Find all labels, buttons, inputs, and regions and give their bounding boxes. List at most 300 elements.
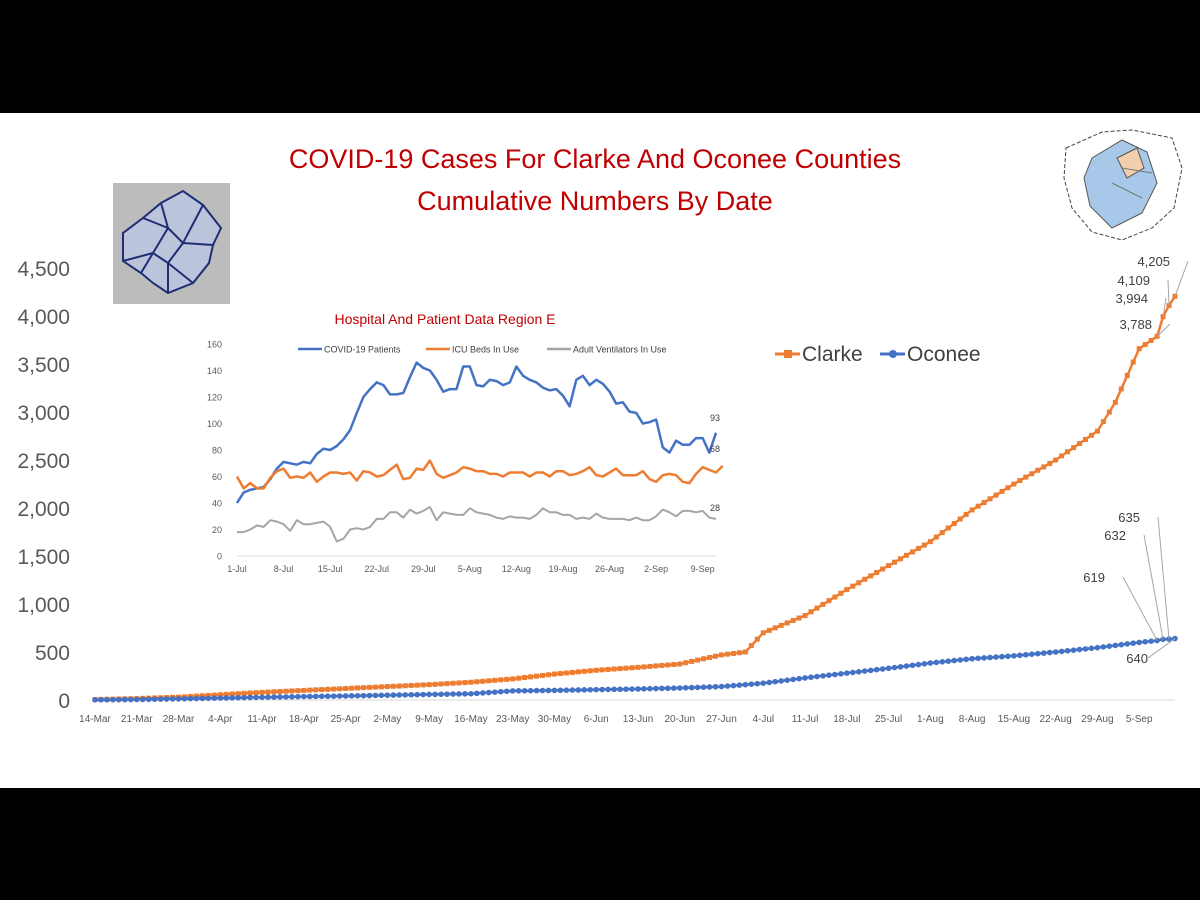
data-point-oconee xyxy=(349,693,355,699)
data-point-oconee xyxy=(164,696,170,702)
data-point-clarke xyxy=(767,628,772,633)
data-point-oconee xyxy=(665,685,671,691)
data-point-clarke xyxy=(1059,453,1064,458)
data-point-clarke xyxy=(361,685,366,690)
data-point-clarke xyxy=(451,681,456,686)
inset-y-tick-label: 40 xyxy=(211,498,222,509)
data-point-oconee xyxy=(719,684,725,690)
data-point-oconee xyxy=(474,691,480,697)
data-point-oconee xyxy=(808,674,814,680)
data-point-oconee xyxy=(253,695,259,701)
inset-series-2 xyxy=(237,503,720,542)
data-point-oconee xyxy=(146,697,152,703)
data-point-oconee xyxy=(1130,640,1136,646)
data-point-clarke xyxy=(1101,419,1106,424)
inset-x-tick-label: 29-Jul xyxy=(411,564,436,574)
data-point-clarke xyxy=(785,620,790,625)
data-point-oconee xyxy=(188,696,194,702)
data-point-oconee xyxy=(1113,643,1119,649)
x-tick-label: 5-Sep xyxy=(1125,714,1153,725)
data-point-oconee xyxy=(438,691,444,697)
data-point-oconee xyxy=(408,692,414,698)
data-point-clarke xyxy=(1143,342,1148,347)
y-tick-label: 3,000 xyxy=(17,402,70,425)
data-point-oconee xyxy=(832,672,838,678)
data-point-clarke xyxy=(928,539,933,544)
data-point-oconee xyxy=(731,683,737,689)
data-point-clarke xyxy=(534,674,539,679)
data-point-clarke xyxy=(797,615,802,620)
data-point-oconee xyxy=(504,688,510,694)
data-point-oconee xyxy=(289,694,295,700)
data-label-leader-line xyxy=(1144,535,1163,639)
inset-legend-item xyxy=(298,345,401,355)
data-point-clarke xyxy=(1017,478,1022,483)
x-tick-label: 2-May xyxy=(373,714,402,725)
data-point-clarke xyxy=(653,663,658,668)
y-tick-label: 0 xyxy=(58,690,70,713)
data-point-clarke xyxy=(695,658,700,663)
data-point-oconee xyxy=(283,694,289,700)
data-point-clarke xyxy=(886,563,891,568)
x-tick-label: 20-Jun xyxy=(664,714,696,725)
data-point-oconee xyxy=(152,696,158,702)
data-point-oconee xyxy=(331,693,337,699)
data-point-clarke xyxy=(934,535,939,540)
data-point-oconee xyxy=(110,697,116,703)
x-tick-label: 21-Mar xyxy=(120,714,153,725)
data-point-clarke xyxy=(1095,429,1100,434)
data-point-clarke xyxy=(719,652,724,657)
data-point-oconee xyxy=(1011,653,1017,659)
data-point-oconee xyxy=(689,685,695,691)
data-point-clarke xyxy=(809,609,814,614)
data-point-oconee xyxy=(247,695,253,701)
data-point-oconee xyxy=(1148,638,1154,644)
data-point-oconee xyxy=(414,692,420,698)
data-point-oconee xyxy=(981,655,987,661)
data-point-oconee xyxy=(928,660,934,666)
data-point-clarke xyxy=(707,655,712,660)
data-point-clarke xyxy=(1065,449,1070,454)
inset-chart-title: Hospital And Patient Data Region E xyxy=(334,311,556,327)
data-point-oconee xyxy=(945,658,951,664)
data-point-clarke xyxy=(283,689,288,694)
data-point-oconee xyxy=(599,687,605,693)
data-point-clarke xyxy=(337,686,342,691)
y-tick-label: 2,000 xyxy=(17,498,70,521)
data-point-clarke xyxy=(689,659,694,664)
data-point-oconee xyxy=(683,685,689,691)
data-point-clarke xyxy=(1077,441,1082,446)
data-point-clarke xyxy=(779,623,784,628)
data-point-clarke xyxy=(1083,437,1088,442)
data-point-oconee xyxy=(1107,643,1113,649)
data-point-oconee xyxy=(480,690,486,696)
data-point-clarke xyxy=(1011,482,1016,487)
data-point-oconee xyxy=(814,674,820,680)
data-point-oconee xyxy=(969,656,975,662)
data-point-clarke xyxy=(468,680,473,685)
data-point-clarke xyxy=(868,573,873,578)
data-point-oconee xyxy=(796,676,802,682)
data-point-clarke xyxy=(546,672,551,677)
data-point-oconee xyxy=(963,657,969,663)
data-point-oconee xyxy=(713,684,719,690)
data-point-clarke xyxy=(272,689,277,694)
inset-series-1 xyxy=(237,444,723,489)
data-point-oconee xyxy=(605,687,611,693)
x-tick-label: 14-Mar xyxy=(79,714,111,725)
data-point-clarke xyxy=(498,677,503,682)
inset-series-line xyxy=(237,461,723,489)
data-point-oconee xyxy=(558,687,564,693)
data-point-clarke xyxy=(832,595,837,600)
inset-x-tick-label: 12-Aug xyxy=(501,564,531,574)
data-point-clarke xyxy=(731,651,736,656)
x-tick-label: 29-Aug xyxy=(1081,714,1114,725)
data-point-clarke xyxy=(904,553,909,558)
data-point-clarke xyxy=(803,613,808,618)
data-point-clarke xyxy=(647,664,652,669)
data-point-oconee xyxy=(629,686,635,692)
data-point-clarke xyxy=(701,656,706,661)
x-tick-label: 6-Jun xyxy=(583,714,609,725)
data-point-oconee xyxy=(611,687,617,693)
data-label-clarke: 4,205 xyxy=(1137,254,1170,269)
data-point-clarke xyxy=(940,530,945,535)
data-point-oconee xyxy=(1059,649,1065,655)
data-point-clarke xyxy=(558,671,563,676)
data-point-oconee xyxy=(647,686,653,692)
data-point-clarke xyxy=(456,680,461,685)
data-point-oconee xyxy=(385,692,391,698)
x-tick-label: 25-Apr xyxy=(330,714,361,725)
data-point-clarke xyxy=(522,675,527,680)
inset-series-line xyxy=(237,507,716,541)
data-point-oconee xyxy=(1023,652,1029,658)
data-point-clarke xyxy=(982,500,987,505)
data-point-oconee xyxy=(939,659,945,665)
data-point-oconee xyxy=(176,696,182,702)
data-point-oconee xyxy=(241,695,247,701)
data-point-oconee xyxy=(265,694,271,700)
data-point-clarke xyxy=(1023,475,1028,480)
data-point-oconee xyxy=(277,694,283,700)
data-label-clarke: 3,994 xyxy=(1115,291,1148,306)
data-point-oconee xyxy=(1083,646,1089,652)
data-point-oconee xyxy=(1136,640,1142,646)
data-point-clarke xyxy=(254,690,259,695)
data-label-oconee: 619 xyxy=(1083,570,1105,585)
data-point-oconee xyxy=(820,673,826,679)
data-point-oconee xyxy=(826,672,832,678)
data-point-clarke xyxy=(397,684,402,689)
data-point-clarke xyxy=(1113,400,1118,405)
data-point-clarke xyxy=(325,687,330,692)
data-point-oconee xyxy=(844,670,850,676)
data-point-oconee xyxy=(522,688,528,694)
x-tick-label: 15-Aug xyxy=(997,714,1031,725)
data-point-oconee xyxy=(104,697,110,703)
y-tick-label: 3,500 xyxy=(17,354,70,377)
data-point-oconee xyxy=(1124,641,1130,647)
data-point-clarke xyxy=(1125,373,1130,378)
x-tick-label: 30-May xyxy=(537,714,572,725)
data-point-oconee xyxy=(957,657,963,663)
data-point-clarke xyxy=(970,507,975,512)
data-point-oconee xyxy=(140,697,146,703)
data-point-oconee xyxy=(462,691,468,697)
legend-label: Clarke xyxy=(802,343,863,366)
chart-title-line1: COVID-19 Cases For Clarke And Oconee Counties xyxy=(288,144,902,174)
x-tick-label: 4-Jul xyxy=(752,714,775,725)
data-point-clarke xyxy=(439,681,444,686)
data-point-clarke xyxy=(552,672,557,677)
data-point-clarke xyxy=(773,625,778,630)
data-point-oconee xyxy=(910,663,916,669)
data-point-clarke xyxy=(516,676,521,681)
data-point-clarke xyxy=(683,660,688,665)
data-point-clarke xyxy=(301,688,306,693)
x-tick-label: 27-Jun xyxy=(706,714,737,725)
data-point-oconee xyxy=(790,677,796,683)
data-point-clarke xyxy=(355,685,360,690)
data-point-oconee xyxy=(194,696,200,702)
inset-legend-item xyxy=(426,345,519,355)
data-point-oconee xyxy=(1005,653,1011,659)
data-point-oconee xyxy=(492,689,498,695)
data-point-oconee xyxy=(397,692,403,698)
data-point-clarke xyxy=(659,663,664,668)
data-point-clarke xyxy=(307,688,312,693)
data-point-clarke xyxy=(510,676,515,681)
data-point-clarke xyxy=(486,678,491,683)
data-point-oconee xyxy=(218,695,224,701)
data-point-clarke xyxy=(445,681,450,686)
data-point-oconee xyxy=(677,685,683,691)
data-point-oconee xyxy=(737,682,743,688)
data-point-oconee xyxy=(391,692,397,698)
data-point-oconee xyxy=(325,693,331,699)
data-point-oconee xyxy=(856,669,862,675)
data-point-clarke xyxy=(612,667,617,672)
data-point-oconee xyxy=(635,686,641,692)
inset-y-tick-label: 120 xyxy=(206,392,222,403)
data-point-oconee xyxy=(999,654,1005,660)
data-point-clarke xyxy=(677,662,682,667)
inset-y-tick-label: 100 xyxy=(206,419,222,429)
inset-y-tick-label: 20 xyxy=(211,525,222,535)
data-point-clarke xyxy=(838,591,843,596)
data-point-clarke xyxy=(331,687,336,692)
data-point-clarke xyxy=(433,682,438,687)
data-point-oconee xyxy=(128,697,134,703)
data-point-clarke xyxy=(737,650,742,655)
data-point-oconee xyxy=(659,686,665,692)
data-point-oconee xyxy=(725,683,731,689)
data-point-oconee xyxy=(755,681,761,687)
data-point-oconee xyxy=(534,688,540,694)
data-point-clarke xyxy=(391,684,396,689)
data-point-oconee xyxy=(617,686,623,692)
data-point-clarke xyxy=(1137,346,1142,351)
data-point-oconee xyxy=(766,680,772,686)
data-point-clarke xyxy=(403,683,408,688)
data-point-clarke xyxy=(480,679,485,684)
data-point-clarke xyxy=(725,652,730,657)
data-point-oconee xyxy=(593,687,599,693)
data-point-clarke xyxy=(999,489,1004,494)
data-point-clarke xyxy=(570,670,575,675)
data-point-oconee xyxy=(361,693,367,699)
data-point-oconee xyxy=(379,693,385,699)
data-point-clarke xyxy=(594,668,599,673)
data-point-clarke xyxy=(474,679,479,684)
inset-end-label: 28 xyxy=(710,502,721,513)
data-point-oconee xyxy=(301,694,307,700)
data-point-oconee xyxy=(850,670,856,676)
data-point-clarke xyxy=(743,650,748,655)
y-tick-label: 500 xyxy=(34,642,70,665)
data-point-oconee xyxy=(373,693,379,699)
y-tick-label: 1,500 xyxy=(17,546,70,569)
data-point-clarke xyxy=(504,677,509,682)
data-point-clarke xyxy=(540,673,545,678)
data-point-oconee xyxy=(653,686,659,692)
data-point-clarke xyxy=(916,546,921,551)
data-point-clarke xyxy=(277,689,282,694)
inset-legend-label: COVID-19 Patients xyxy=(324,344,401,355)
x-tick-label: 16-May xyxy=(454,714,488,725)
inset-x-tick-label: 5-Aug xyxy=(457,564,482,574)
inset-legend-item xyxy=(547,345,667,355)
data-point-oconee xyxy=(904,663,910,669)
data-point-clarke xyxy=(624,666,629,671)
data-point-oconee xyxy=(892,665,898,671)
data-point-clarke xyxy=(415,683,420,688)
x-tick-label: 18-Apr xyxy=(288,714,319,725)
data-point-clarke xyxy=(588,668,593,673)
data-point-oconee xyxy=(695,685,701,691)
x-tick-label: 22-Aug xyxy=(1039,714,1072,725)
data-label-clarke: 3,788 xyxy=(1119,317,1152,332)
inset-x-tick-label: 22-Jul xyxy=(364,564,389,574)
data-point-clarke xyxy=(665,662,670,667)
data-point-oconee xyxy=(212,695,218,701)
data-point-oconee xyxy=(581,687,587,693)
data-point-clarke xyxy=(349,686,354,691)
data-point-oconee xyxy=(206,695,212,701)
data-point-oconee xyxy=(319,693,325,699)
y-tick-label: 1,000 xyxy=(17,594,70,617)
data-point-oconee xyxy=(880,666,886,672)
data-point-oconee xyxy=(235,695,241,701)
data-point-oconee xyxy=(802,675,808,681)
data-point-oconee xyxy=(307,694,313,700)
data-point-clarke xyxy=(462,680,467,685)
inset-x-tick-label: 2-Sep xyxy=(644,564,669,574)
data-point-oconee xyxy=(1029,651,1035,657)
data-point-clarke xyxy=(618,666,623,671)
data-point-oconee xyxy=(564,687,570,693)
data-point-oconee xyxy=(898,664,904,670)
data-point-oconee xyxy=(229,695,235,701)
data-point-oconee xyxy=(886,666,892,672)
data-label-leader-line xyxy=(1168,280,1169,306)
inset-series-0 xyxy=(237,363,720,503)
data-point-oconee xyxy=(934,660,940,666)
data-point-oconee xyxy=(1017,652,1023,658)
data-point-clarke xyxy=(313,687,318,692)
data-point-clarke xyxy=(427,682,432,687)
data-point-clarke xyxy=(910,549,915,554)
data-point-clarke xyxy=(319,687,324,692)
data-point-clarke xyxy=(600,667,605,672)
inset-x-tick-label: 15-Jul xyxy=(317,564,343,574)
inset-y-tick-label: 80 xyxy=(211,445,222,456)
data-point-oconee xyxy=(468,691,474,697)
data-point-oconee xyxy=(528,688,534,694)
y-tick-label: 4,000 xyxy=(17,306,70,329)
data-point-oconee xyxy=(552,688,558,694)
data-point-clarke xyxy=(922,543,927,548)
data-point-oconee xyxy=(641,686,647,692)
data-point-oconee xyxy=(1089,645,1095,651)
x-tick-label: 25-Jul xyxy=(874,714,903,725)
data-label-oconee: 635 xyxy=(1118,510,1140,525)
data-point-oconee xyxy=(671,685,677,691)
data-point-clarke xyxy=(820,602,825,607)
x-tick-label: 13-Jun xyxy=(622,714,654,725)
data-point-clarke xyxy=(379,684,384,689)
series-clarke xyxy=(93,294,1178,702)
data-point-oconee xyxy=(295,694,301,700)
data-point-clarke xyxy=(874,570,879,575)
legend-item-oconee xyxy=(880,343,981,366)
data-point-oconee xyxy=(1142,639,1148,645)
data-point-clarke xyxy=(844,587,849,592)
data-point-oconee xyxy=(778,678,784,684)
data-point-clarke xyxy=(409,683,414,688)
x-tick-label: 28-Mar xyxy=(162,714,195,725)
data-point-clarke xyxy=(791,618,796,623)
inset-y-tick-label: 60 xyxy=(211,472,222,482)
data-point-oconee xyxy=(922,661,928,667)
data-point-oconee xyxy=(701,684,707,690)
data-point-clarke xyxy=(630,665,635,670)
data-point-clarke xyxy=(1035,468,1040,473)
x-tick-label: 23-May xyxy=(495,714,530,725)
data-point-clarke xyxy=(1089,433,1094,438)
data-point-clarke xyxy=(671,662,676,667)
data-point-clarke xyxy=(385,684,390,689)
data-point-oconee xyxy=(92,697,98,703)
data-point-clarke xyxy=(564,670,569,675)
inset-y-tick-label: 140 xyxy=(206,366,222,376)
data-point-clarke xyxy=(862,577,867,582)
data-point-oconee xyxy=(450,691,456,697)
data-point-oconee xyxy=(587,687,593,693)
data-point-clarke xyxy=(749,643,754,648)
data-point-oconee xyxy=(993,654,999,660)
data-point-clarke xyxy=(964,512,969,517)
data-point-oconee xyxy=(486,690,492,696)
region-e-county-map-icon xyxy=(113,183,230,304)
chart-title-line2: Cumulative Numbers By Date xyxy=(417,186,773,216)
data-point-clarke xyxy=(260,690,265,695)
y-tick-label: 2,500 xyxy=(17,450,70,473)
